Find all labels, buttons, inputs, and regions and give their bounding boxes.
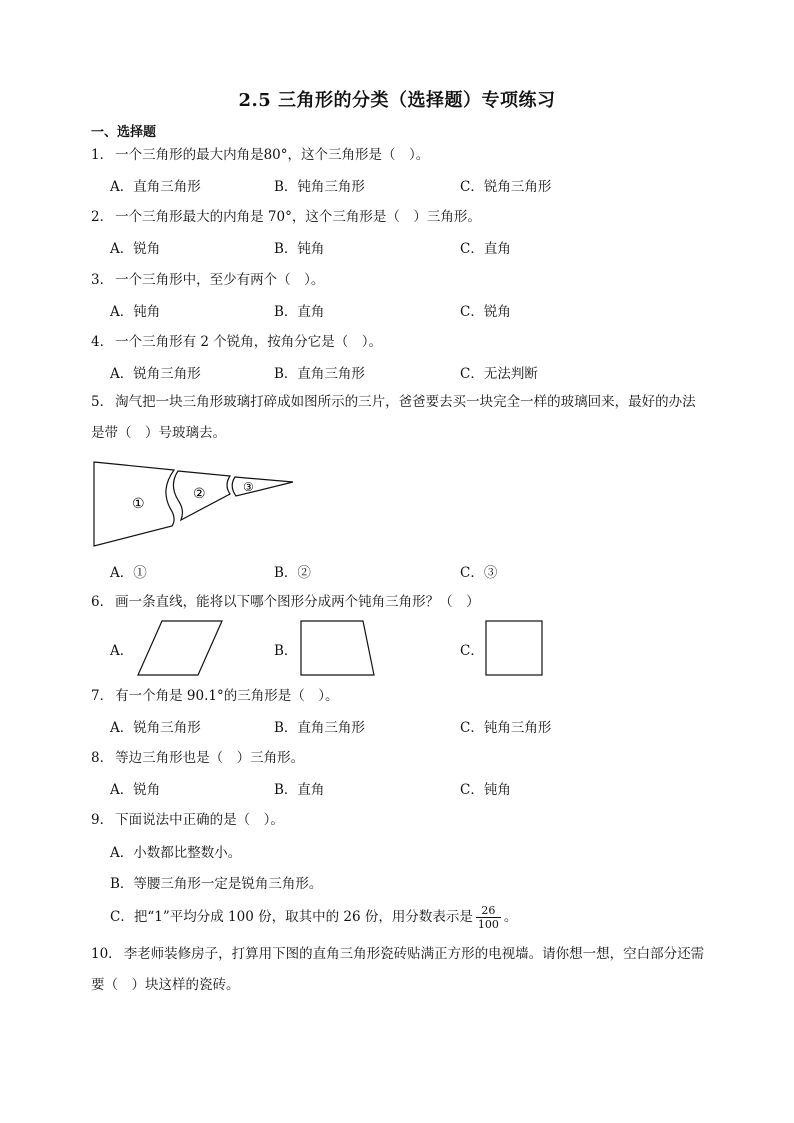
q6-option-c[interactable]: C． xyxy=(460,643,484,659)
fraction-suffix: 。 xyxy=(503,909,518,925)
q3-option-a[interactable]: A．钝角 xyxy=(110,304,161,320)
question-text: 李老师装修房子，打算用下图的直角三角形瓷砖贴满正方形的电视墙。请你想一想，空白部分还需要（ ）块这样的瓷砖。 xyxy=(91,946,705,993)
fraction-numerator: 26 xyxy=(476,904,501,918)
question-5 xyxy=(91,387,706,449)
question-10 xyxy=(91,939,706,1001)
question-8 xyxy=(91,747,304,769)
question-text: 一个三角形最大的内角是 70°，这个三角形是（ ）三角形。 xyxy=(115,209,481,225)
q9-option-a[interactable]: A．小数都比整数小。 xyxy=(110,845,242,861)
question-number: 9． xyxy=(91,812,114,828)
q9-option-c-text: C．把“1”平均分成 100 份，取其中的 26 份，用分数表示是 xyxy=(110,909,473,925)
q4-option-a[interactable]: A．锐角三角形 xyxy=(110,366,201,382)
q1-option-b[interactable]: B．钝角三角形 xyxy=(274,179,365,195)
piece-label-1: ① xyxy=(132,496,145,512)
fraction-denominator: 100 xyxy=(477,918,499,931)
q2-option-c[interactable]: C．直角 xyxy=(460,241,511,257)
q7-option-a[interactable]: A．锐角三角形 xyxy=(110,720,201,736)
question-text: 等边三角形也是（ ）三角形。 xyxy=(115,750,305,766)
question-number: 6． xyxy=(91,594,114,610)
trapezoid-icon[interactable] xyxy=(298,619,378,677)
question-4 xyxy=(91,331,382,353)
question-1 xyxy=(91,144,429,166)
question-number: 4． xyxy=(91,334,114,350)
question-9 xyxy=(91,809,284,831)
question-number: 8． xyxy=(91,750,114,766)
q5-option-c[interactable]: C．③ xyxy=(460,565,498,581)
q8-option-b[interactable]: B．直角 xyxy=(274,782,325,798)
question-2 xyxy=(91,206,481,228)
q2-option-b[interactable]: B．钝角 xyxy=(274,241,325,257)
q5-option-b[interactable]: B．② xyxy=(274,565,311,581)
q7-option-c[interactable]: C．钝角三角形 xyxy=(460,720,552,736)
parallelogram-icon[interactable] xyxy=(136,619,226,677)
q6-option-b[interactable]: B． xyxy=(274,643,298,659)
q8-option-c[interactable]: C．钝角 xyxy=(460,782,511,798)
q6-option-a[interactable]: A． xyxy=(110,643,134,659)
q3-option-b[interactable]: B．直角 xyxy=(274,304,325,320)
question-number: 1． xyxy=(91,147,114,163)
question-text: 一个三角形有 2 个锐角，按角分它是（ ）。 xyxy=(115,334,383,350)
q9-option-c[interactable] xyxy=(110,904,517,931)
question-3 xyxy=(91,269,324,291)
q9-option-b[interactable]: B．等腰三角形一定是锐角三角形。 xyxy=(110,876,323,892)
broken-glass-figure xyxy=(90,458,300,550)
question-text: 淘气把一块三角形玻璃打碎成如图所示的三片，爸爸要去买一块完全一样的玻璃回来，最好的办法是带（ ）号玻璃去。 xyxy=(91,394,696,441)
piece-label-3: ③ xyxy=(243,480,254,494)
q7-option-b[interactable]: B．直角三角形 xyxy=(274,720,365,736)
q5-option-a[interactable]: A．① xyxy=(110,565,147,581)
question-text: 一个三角形的最大内角是80°，这个三角形是（ ）。 xyxy=(115,147,430,163)
question-text: 一个三角形中，至少有两个（ ）。 xyxy=(115,272,325,288)
piece-label-2: ② xyxy=(193,486,206,502)
question-number: 7． xyxy=(91,688,114,704)
question-text: 画一条直线，能将以下哪个图形分成两个钝角三角形？（ ） xyxy=(115,594,480,610)
fraction xyxy=(476,904,501,931)
section-heading: 一、选择题 xyxy=(91,125,157,140)
q1-option-c[interactable]: C．锐角三角形 xyxy=(460,179,552,195)
question-number: 2． xyxy=(91,209,114,225)
q4-option-b[interactable]: B．直角三角形 xyxy=(274,366,365,382)
question-7 xyxy=(91,685,338,707)
question-text: 下面说法中正确的是（ ）。 xyxy=(115,812,284,828)
question-number: 10． xyxy=(91,946,122,962)
square-icon[interactable] xyxy=(484,619,544,677)
glass-piece-3 xyxy=(232,477,293,496)
q1-option-a[interactable]: A．直角三角形 xyxy=(110,179,201,195)
question-number: 5． xyxy=(91,394,114,410)
q2-option-a[interactable]: A．锐角 xyxy=(110,241,161,257)
question-number: 3． xyxy=(91,272,114,288)
q3-option-c[interactable]: C．锐角 xyxy=(460,304,511,320)
question-text: 有一个角是 90.1°的三角形是（ ）。 xyxy=(115,688,339,704)
question-6 xyxy=(91,591,480,613)
page-title: 2.5 三角形的分类（选择题）专项练习 xyxy=(238,90,556,111)
q8-option-a[interactable]: A．锐角 xyxy=(110,782,161,798)
q4-option-c[interactable]: C．无法判断 xyxy=(460,366,538,382)
